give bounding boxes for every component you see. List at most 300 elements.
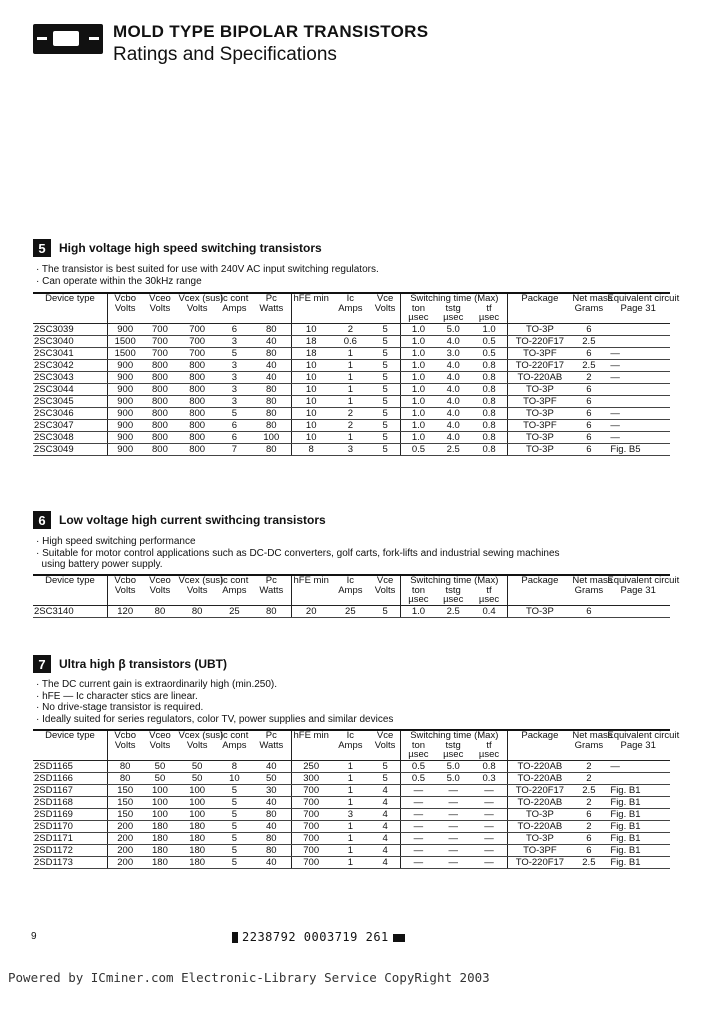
vceo-cell: 800 — [142, 443, 177, 455]
section-number-badge: 5 — [33, 239, 51, 257]
pc-cell: 80 — [252, 808, 291, 820]
table-row — [33, 335, 670, 347]
column-unit-vceo: Volts — [142, 304, 177, 324]
section-7-spec-table — [33, 729, 680, 869]
column-header-ic_hfe: Ic — [331, 730, 370, 741]
hfe-ic-cell: 1 — [331, 844, 370, 856]
device-type-cell: 2SD1172 — [33, 844, 107, 856]
sub-label: tf — [486, 302, 492, 314]
vcbo-cell: 120 — [107, 605, 142, 617]
tf-cell: — — [471, 820, 508, 832]
hfe-cell: 18 — [291, 335, 330, 347]
pc-cell: 80 — [252, 347, 291, 359]
tf-cell: 0.8 — [471, 383, 508, 395]
package-cell: TO-3P — [508, 431, 571, 443]
vceo-cell: 100 — [142, 796, 177, 808]
device-type-cell: 2SC3039 — [33, 323, 107, 335]
tf-cell: 0.8 — [471, 443, 508, 455]
column-unit-ic: Amps — [217, 586, 252, 606]
hfe-ic-cell: 25 — [331, 605, 370, 617]
equivalent-circuit-cell: Fig. B1 — [606, 856, 670, 868]
hfe-cell: 300 — [291, 772, 330, 784]
sub-label: tstg — [445, 302, 461, 314]
ic-cell: 5 — [217, 808, 252, 820]
hfe-ic-cell: 1 — [331, 784, 370, 796]
mass-cell: 2.5 — [571, 335, 606, 347]
tstg-cell: 4.0 — [436, 407, 471, 419]
table-row — [33, 832, 670, 844]
vcex-cell: 800 — [177, 443, 216, 455]
column-header-vcex: Vcex (sus) — [178, 730, 224, 741]
unit-label: µsec — [443, 749, 464, 760]
column-header-vcex: Vcex (sus) — [178, 293, 224, 304]
ton-cell: 1.0 — [401, 431, 436, 443]
column-unit-ic_hfe: Amps — [331, 586, 370, 606]
tf-cell: 0.5 — [471, 347, 508, 359]
vceo-cell: 800 — [142, 431, 177, 443]
vce-cell: 4 — [370, 784, 401, 796]
tstg-cell: — — [436, 832, 471, 844]
equivalent-circuit-cell — [606, 323, 670, 335]
table-row — [33, 431, 670, 443]
tf-cell: — — [471, 832, 508, 844]
equivalent-circuit-cell: — — [606, 407, 670, 419]
vcex-cell: 50 — [177, 760, 216, 772]
vceo-cell: 180 — [142, 832, 177, 844]
ic-cell: 3 — [217, 335, 252, 347]
ic-cell: 3 — [217, 383, 252, 395]
tf-cell: 0.8 — [471, 395, 508, 407]
vce-cell: 5 — [370, 772, 401, 784]
mass-cell: 6 — [571, 383, 606, 395]
column-header-pc: Pc — [252, 575, 291, 586]
pc-cell: 40 — [252, 335, 291, 347]
vcex-cell: 100 — [177, 784, 216, 796]
vcbo-cell: 150 — [107, 808, 142, 820]
column-unit-equiv: Page 31 — [606, 741, 670, 761]
vceo-cell: 800 — [142, 395, 177, 407]
ic-cell: 3 — [217, 359, 252, 371]
column-unit-vcbo: Volts — [107, 304, 142, 324]
section-6-bullets — [36, 536, 560, 571]
ic-cell: 7 — [217, 443, 252, 455]
hfe-cell: 700 — [291, 844, 330, 856]
ton-cell: — — [401, 784, 436, 796]
column-unit-ton — [401, 586, 436, 606]
column-unit-vcex: Volts — [177, 741, 216, 761]
mass-cell: 2 — [571, 820, 606, 832]
equivalent-circuit-cell — [606, 605, 670, 617]
ton-cell: 0.5 — [401, 443, 436, 455]
vcex-cell: 800 — [177, 395, 216, 407]
column-unit-equiv: Page 31 — [606, 586, 670, 606]
column-header-mass: Net mass — [572, 575, 613, 586]
vcex-cell: 800 — [177, 383, 216, 395]
column-header-mass: Net mass — [572, 293, 613, 304]
hfe-cell: 700 — [291, 856, 330, 868]
bullet-item: · No drive-stage transistor is required. — [36, 702, 204, 713]
hfe-ic-cell: 2 — [331, 419, 370, 431]
tf-cell: 0.5 — [471, 335, 508, 347]
pc-cell: 80 — [252, 844, 291, 856]
vce-cell: 5 — [370, 605, 401, 617]
package-cell: TO-220F17 — [508, 784, 571, 796]
vcbo-cell: 200 — [107, 856, 142, 868]
tf-cell: 0.8 — [471, 760, 508, 772]
table-row — [33, 844, 670, 856]
column-unit-vcex: Volts — [177, 586, 216, 606]
package-cell: TO-3P — [508, 605, 571, 617]
column-unit-package — [508, 741, 571, 761]
pc-cell: 40 — [252, 856, 291, 868]
bullet-item: · The transistor is best suited for use with 240V AC input switching regulators. — [36, 264, 379, 275]
tstg-cell: 2.5 — [436, 605, 471, 617]
tf-cell: 0.8 — [471, 407, 508, 419]
tf-cell: — — [471, 796, 508, 808]
column-unit-ic_hfe: Amps — [331, 741, 370, 761]
package-cell: TO-220AB — [508, 371, 571, 383]
vceo-cell: 800 — [142, 383, 177, 395]
mass-cell: 6 — [571, 419, 606, 431]
column-header-mass: Net mass — [572, 730, 613, 741]
column-unit-hfe — [291, 741, 330, 761]
section-title: High voltage high speed switching transistors — [59, 241, 322, 255]
hfe-ic-cell: 1 — [331, 383, 370, 395]
hfe-ic-cell: 0.6 — [331, 335, 370, 347]
section-title: Low voltage high current swithcing transistors — [59, 513, 326, 527]
tf-cell: 0.8 — [471, 431, 508, 443]
column-unit-pc: Watts — [252, 586, 291, 606]
table-row — [33, 784, 670, 796]
table-row — [33, 407, 670, 419]
section-number-badge: 6 — [33, 511, 51, 529]
sub-label: ton — [411, 739, 426, 751]
column-unit-vce: Volts — [370, 586, 401, 606]
equivalent-circuit-cell: Fig. B1 — [606, 844, 670, 856]
vce-cell: 5 — [370, 407, 401, 419]
column-unit-mass: Grams — [571, 586, 606, 606]
tstg-cell: 4.0 — [436, 335, 471, 347]
vcex-cell: 700 — [177, 335, 216, 347]
ton-cell: 1.0 — [401, 323, 436, 335]
bullet-item: · Suitable for motor control applications such as DC-DC converters, golf carts, fork-lifts and industrial sewing machines — [36, 547, 560, 559]
vcbo-cell: 200 — [107, 820, 142, 832]
vce-cell: 4 — [370, 856, 401, 868]
vcex-cell: 50 — [177, 772, 216, 784]
device-type-cell: 2SC3045 — [33, 395, 107, 407]
vcex-cell: 80 — [177, 605, 216, 617]
vcbo-cell: 1500 — [107, 347, 142, 359]
ton-cell: 1.0 — [401, 347, 436, 359]
unit-label: µsec — [408, 594, 429, 605]
vceo-cell: 800 — [142, 359, 177, 371]
ic-cell: 10 — [217, 772, 252, 784]
tstg-cell: — — [436, 844, 471, 856]
device-type-cell: 2SD1171 — [33, 832, 107, 844]
device-type-cell: 2SC3041 — [33, 347, 107, 359]
tstg-cell: 4.0 — [436, 359, 471, 371]
powered-by-footer: Powered by ICminer.com Electronic-Library Service CopyRight 2003 — [8, 970, 490, 985]
vcex-cell: 800 — [177, 371, 216, 383]
column-unit-vce: Volts — [370, 741, 401, 761]
ic-cell: 5 — [217, 784, 252, 796]
vce-cell: 4 — [370, 820, 401, 832]
unit-label: µsec — [443, 594, 464, 605]
vcex-cell: 700 — [177, 323, 216, 335]
column-header-vce: Vce — [370, 730, 401, 741]
table-row — [33, 856, 670, 868]
ic-cell: 25 — [217, 605, 252, 617]
hfe-cell: 10 — [291, 383, 330, 395]
column-header-ic_hfe: Ic — [331, 293, 370, 304]
unit-label: µsec — [478, 312, 500, 323]
mass-cell: 2.5 — [571, 784, 606, 796]
column-unit-mass: Grams — [571, 304, 606, 324]
ic-cell: 5 — [217, 796, 252, 808]
equivalent-circuit-cell: Fig. B1 — [606, 832, 670, 844]
hfe-cell: 18 — [291, 347, 330, 359]
table-row — [33, 347, 670, 359]
section-5-spec-table — [33, 292, 680, 456]
ton-cell: — — [401, 808, 436, 820]
device-type-cell: 2SC3044 — [33, 383, 107, 395]
vce-cell: 4 — [370, 832, 401, 844]
equivalent-circuit-cell: Fig. B1 — [606, 808, 670, 820]
column-unit-device — [33, 304, 107, 324]
package-cell: TO-220F17 — [508, 359, 571, 371]
vceo-cell: 700 — [142, 347, 177, 359]
device-type-cell: 2SD1173 — [33, 856, 107, 868]
tstg-cell: — — [436, 808, 471, 820]
hfe-ic-cell: 1 — [331, 856, 370, 868]
vcex-cell: 180 — [177, 856, 216, 868]
hfe-ic-cell: 1 — [331, 772, 370, 784]
unit-label: µsec — [408, 749, 429, 760]
ic-cell: 3 — [217, 371, 252, 383]
table-row — [33, 419, 670, 431]
vcbo-cell: 900 — [107, 371, 142, 383]
table-row — [33, 443, 670, 455]
ic-cell: 5 — [217, 856, 252, 868]
column-unit-vcbo: Volts — [107, 586, 142, 606]
equivalent-circuit-cell: — — [606, 760, 670, 772]
column-unit-device — [33, 586, 107, 606]
mass-cell: 6 — [571, 832, 606, 844]
vcbo-cell: 900 — [107, 443, 142, 455]
mass-cell: 6 — [571, 443, 606, 455]
page-title: MOLD TYPE BIPOLAR TRANSISTORS — [113, 22, 429, 41]
vce-cell: 5 — [370, 371, 401, 383]
pc-cell: 40 — [252, 359, 291, 371]
package-cell: TO-220AB — [508, 820, 571, 832]
vce-cell: 5 — [370, 760, 401, 772]
page-number: 9 — [31, 931, 37, 942]
package-cell: TO-3PF — [508, 844, 571, 856]
mass-cell: 2 — [571, 796, 606, 808]
pc-cell: 80 — [252, 407, 291, 419]
column-header-equiv: Equivalent circuit — [607, 575, 680, 586]
unit-label: µsec — [408, 312, 429, 323]
equivalent-circuit-cell: Fig. B1 — [606, 796, 670, 808]
hfe-ic-cell: 1 — [331, 796, 370, 808]
package-cell: TO-3PF — [508, 395, 571, 407]
column-header-package: Package — [508, 293, 571, 304]
ton-cell: — — [401, 856, 436, 868]
tf-cell: — — [471, 808, 508, 820]
mass-cell: 6 — [571, 844, 606, 856]
pc-cell: 100 — [252, 431, 291, 443]
column-unit-pc: Watts — [252, 741, 291, 761]
ic-cell: 5 — [217, 844, 252, 856]
table-row — [33, 820, 670, 832]
tstg-cell: — — [436, 796, 471, 808]
hfe-ic-cell: 2 — [331, 323, 370, 335]
column-unit-equiv: Page 31 — [606, 304, 670, 324]
column-header-vceo: Vceo — [142, 730, 177, 741]
table-row — [33, 383, 670, 395]
hfe-cell: 250 — [291, 760, 330, 772]
hfe-ic-cell: 1 — [331, 760, 370, 772]
tstg-cell: — — [436, 820, 471, 832]
hfe-cell: 700 — [291, 820, 330, 832]
section-5-bullets — [36, 264, 379, 287]
ton-cell: — — [401, 832, 436, 844]
column-header-vcbo: Vcbo — [107, 293, 142, 304]
hfe-cell: 10 — [291, 323, 330, 335]
ton-cell: 1.0 — [401, 407, 436, 419]
package-cell: TO-3P — [508, 808, 571, 820]
section-title: Ultra high β transistors (UBT) — [59, 657, 227, 671]
package-cell: TO-3P — [508, 443, 571, 455]
vce-cell: 5 — [370, 323, 401, 335]
column-unit-vcbo: Volts — [107, 741, 142, 761]
package-cell: TO-220F17 — [508, 856, 571, 868]
hfe-ic-cell: 3 — [331, 443, 370, 455]
column-unit-vceo: Volts — [142, 741, 177, 761]
tstg-cell: 4.0 — [436, 395, 471, 407]
equivalent-circuit-cell: — — [606, 347, 670, 359]
vceo-cell: 800 — [142, 371, 177, 383]
package-cell: TO-3P — [508, 407, 571, 419]
vceo-cell: 100 — [142, 808, 177, 820]
ic-cell: 6 — [217, 323, 252, 335]
ton-cell: 1.0 — [401, 383, 436, 395]
vceo-cell: 700 — [142, 323, 177, 335]
barcode-text: 2238792 0003719 261 — [242, 930, 389, 944]
column-header-vce: Vce — [370, 293, 401, 304]
equivalent-circuit-cell — [606, 395, 670, 407]
column-unit-vcex: Volts — [177, 304, 216, 324]
vceo-cell: 180 — [142, 856, 177, 868]
tstg-cell: 5.0 — [436, 772, 471, 784]
hfe-ic-cell: 1 — [331, 431, 370, 443]
ton-cell: — — [401, 796, 436, 808]
column-header-ic_hfe: Ic — [331, 575, 370, 586]
equivalent-circuit-cell: — — [606, 371, 670, 383]
vce-cell: 4 — [370, 796, 401, 808]
vce-cell: 5 — [370, 395, 401, 407]
hfe-cell: 10 — [291, 395, 330, 407]
vcbo-cell: 80 — [107, 772, 142, 784]
column-header-equiv: Equivalent circuit — [607, 730, 680, 741]
vceo-cell: 800 — [142, 407, 177, 419]
vceo-cell: 700 — [142, 335, 177, 347]
column-header-vcbo: Vcbo — [107, 575, 142, 586]
table-row — [33, 760, 670, 772]
tf-cell: — — [471, 784, 508, 796]
hfe-cell: 10 — [291, 419, 330, 431]
package-cell: TO-220AB — [508, 760, 571, 772]
table-row — [33, 359, 670, 371]
column-header-device: Device type — [33, 293, 107, 304]
bullet-item: · High speed switching performance — [36, 536, 196, 547]
sub-label: tstg — [445, 584, 461, 596]
table-row — [33, 323, 670, 335]
bullet-item: using battery power supply. — [36, 559, 163, 570]
equivalent-circuit-cell: Fig. B5 — [606, 443, 670, 455]
hfe-cell: 700 — [291, 808, 330, 820]
column-unit-ic_hfe: Amps — [331, 304, 370, 324]
tstg-cell: 4.0 — [436, 383, 471, 395]
column-unit-mass: Grams — [571, 741, 606, 761]
vce-cell: 5 — [370, 383, 401, 395]
vcex-cell: 180 — [177, 820, 216, 832]
column-unit-ton — [401, 741, 436, 761]
table-row — [33, 796, 670, 808]
tf-cell: 0.8 — [471, 419, 508, 431]
equivalent-circuit-cell: Fig. B1 — [606, 820, 670, 832]
column-header-hfe: hFE min — [291, 730, 330, 741]
sub-label: tstg — [445, 739, 461, 751]
column-header-device: Device type — [33, 730, 107, 741]
pc-cell: 40 — [252, 820, 291, 832]
tf-cell: — — [471, 844, 508, 856]
hfe-ic-cell: 3 — [331, 808, 370, 820]
column-header-vceo: Vceo — [142, 293, 177, 304]
tstg-cell: 5.0 — [436, 323, 471, 335]
barcode-number — [232, 930, 405, 944]
vcbo-cell: 1500 — [107, 335, 142, 347]
ton-cell: 1.0 — [401, 335, 436, 347]
table-row — [33, 371, 670, 383]
column-unit-package — [508, 586, 571, 606]
mass-cell: 6 — [571, 605, 606, 617]
column-unit-tf — [471, 741, 508, 761]
package-cell: TO-3PF — [508, 419, 571, 431]
vcex-cell: 700 — [177, 347, 216, 359]
device-type-cell: 2SD1165 — [33, 760, 107, 772]
equivalent-circuit-cell — [606, 335, 670, 347]
package-cell: TO-3PF — [508, 347, 571, 359]
vcex-cell: 100 — [177, 808, 216, 820]
package-cell: TO-220AB — [508, 796, 571, 808]
sub-label: tf — [486, 584, 492, 596]
vce-cell: 5 — [370, 335, 401, 347]
ic-cell: 6 — [217, 431, 252, 443]
column-unit-ic: Amps — [217, 304, 252, 324]
column-header-hfe: hFE min — [291, 293, 330, 304]
section-6-header — [33, 510, 326, 530]
table-row — [33, 772, 670, 784]
ton-cell: 1.0 — [401, 605, 436, 617]
column-header-ic: Ic cont — [217, 575, 252, 586]
mass-cell: 2.5 — [571, 359, 606, 371]
ton-cell: 1.0 — [401, 395, 436, 407]
unit-label: µsec — [478, 749, 500, 760]
bullet-item: · The DC current gain is extraordinarily high (min.250). — [36, 679, 278, 690]
mass-cell: 6 — [571, 431, 606, 443]
table-row — [33, 395, 670, 407]
